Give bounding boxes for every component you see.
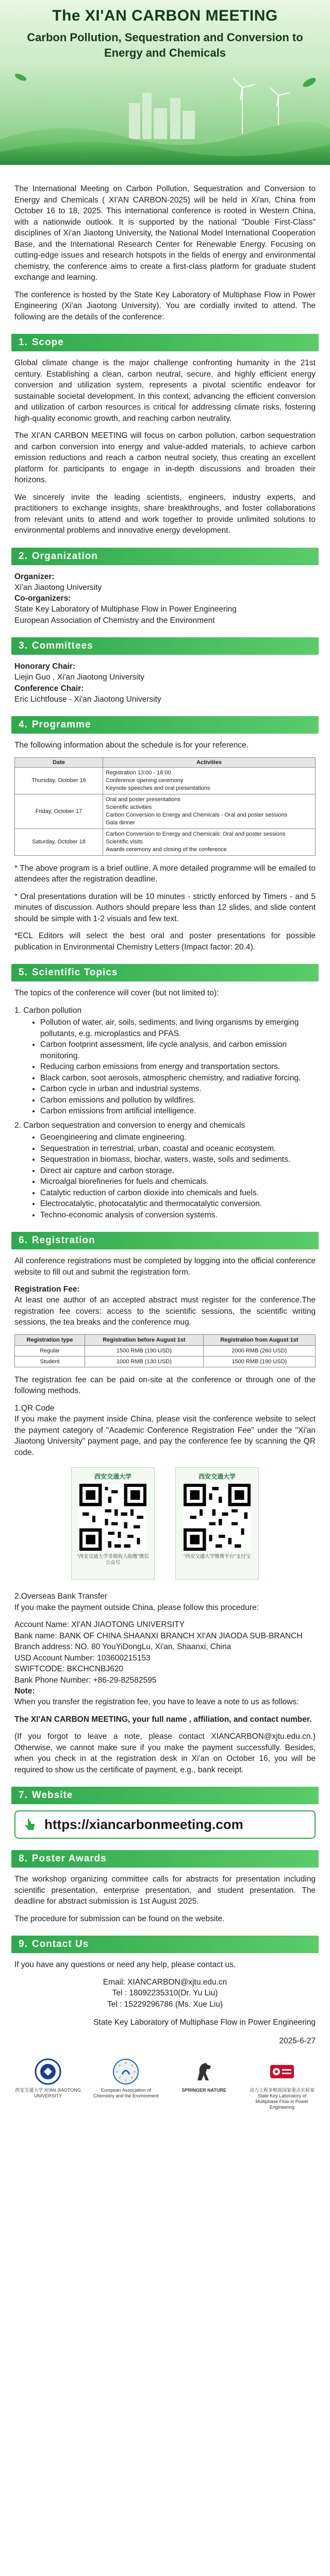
programme-note-2: * Oral presentations duration will be 10 minutes - strictly enforced by Timers - and 5 minutes of discussion. Authors should prepare less than 12 slides, and slide content should be simple with 1-2 visuals and few text.	[14, 892, 316, 923]
list-item: • Direct air capture and carbon storage.	[40, 1165, 316, 1177]
schedule-item: Carbon Conversion to Energy and Chemicals: Oral and poster sessions	[106, 831, 286, 837]
programme-note-1: * The above program is a brief outline. A more detailed programme will be emailed to attendees after the registration deadline.	[14, 863, 316, 884]
co-organizers-label: Co-organizers:	[14, 594, 71, 603]
sponsor-euchems	[92, 2058, 159, 2099]
section-number: 7.	[19, 1790, 28, 1801]
banner-subtitle: Carbon Pollution, Sequestration and Conversion to Energy and Chemicals	[27, 31, 303, 59]
banner-title: The XI'AN CARBON MEETING	[52, 7, 278, 24]
schedule-item: Awards ceremony and closing of the conference	[106, 846, 227, 853]
list-item: • Carbon emissions from artificial intelligence.	[40, 1106, 316, 1117]
website-link-box[interactable]	[14, 1810, 316, 1839]
section-title: Registration	[31, 1235, 95, 1246]
section-contact-header	[11, 1936, 319, 1953]
awards-paragraph: The workshop organizing committee calls for abstracts for presentation including scientific presentation, enterprise presentation, and student presentation. The deadline for abstract submission is 1st August 2025.	[14, 1875, 316, 1906]
schedule-activities	[103, 794, 316, 828]
list-item: • Black carbon, soot aerosols, atmospheric chemistry, and radiative forcing.	[40, 1073, 316, 1084]
qr-card-note: "西安交通大学非税收入收缴"微信公众号	[77, 1554, 149, 1566]
co-organizer-2: European Association of Chemistry and the Environment	[14, 616, 215, 625]
list-item: • Geoengineering and climate engineering.	[40, 1132, 316, 1143]
section-title: Organization	[31, 550, 98, 562]
table-row	[15, 794, 316, 828]
qr-card-title: 西安交通大学	[198, 1473, 236, 1480]
section-number: 5.	[19, 967, 28, 978]
qr-card-alipay	[175, 1467, 259, 1580]
bank-transfer-label: 2.Overseas Bank Transfer	[14, 1592, 108, 1601]
schedule-day: Friday, October 17	[15, 794, 103, 828]
registration-paragraph-8: (If you forgot to leave a note, please contact XIANCARBON@xjtu.edu.cn.) Otherwise, we cannot make sure if you make the payment successfully. Besides, when you check in at the registration desk in Xi'an on October 16, you will be required to show us the certificate of payment, e.g., bank receipt.	[14, 1732, 316, 1774]
list-item: • Carbon emissions and pollution by wildfires.	[40, 1095, 316, 1106]
section-title: Committees	[31, 640, 93, 651]
schedule-item: Scientific activities	[106, 804, 152, 810]
qr-card-note: "西安交通大学缴费平台"支付宝	[183, 1554, 251, 1560]
bank-detail-line: Branch address: NO. 80 YouYiDongLu, Xi'an, Shaanxi, China	[14, 1642, 232, 1651]
bank-detail-line: Account Name: XI'AN JIAOTONG UNIVERSITY	[14, 1620, 185, 1629]
schedule-day: Saturday, October 18	[15, 828, 103, 855]
registration-paragraph-2: At least one author of an accepted abstract must register for the conference.The registration fee covers: access to the scientific sessions, the scientific writing sessions, the tea breaks and the conference mug.	[14, 1296, 316, 1327]
topic-list	[14, 1132, 316, 1221]
list-item: • Microalgal biorefineries for fuels and chemicals.	[40, 1176, 316, 1188]
scope-paragraph-2: The XI'AN CARBON MEETING will focus on carbon pollution, carbon sequestration and carbon conversion into energy and value-added materials, to achieve carbon emission reductions and reach a carbon neutral society, thus creating an excellent platform for participants to engage in in-depth discussions and broaden their horizons.	[14, 431, 316, 484]
registration-paragraph-1: All conference registrations must be completed by logging into the official conference website to fill out and submit the registration form.	[14, 1257, 316, 1277]
sponsor-logos	[14, 2058, 316, 2110]
list-item: • Sequestration in terrestrial, urban, coastal and oceanic ecosystem.	[40, 1143, 316, 1155]
fee-table	[14, 1334, 316, 1367]
qr-card-title: 西安交通大学	[94, 1473, 131, 1480]
conference-chair-name: Eric Lichtfouse - Xi'an Jiaotong University	[14, 694, 161, 704]
section-committees-header	[11, 637, 319, 655]
bank-detail-line: SWIFTCODE: BKCHCNBJ620	[14, 1665, 124, 1673]
schedule-item: Carbon Conversion to Energy and Chemicals - Oral and poster sessions	[106, 811, 288, 818]
list-item: • Carbon footprint assessment, life cycle analysis, and carbon emission monitoring.	[40, 1039, 316, 1061]
registration-paragraph-5: If you make the payment outside China, please follow this procedure:	[14, 1603, 259, 1612]
list-item: • Techno-economic analysis of conversion systems.	[40, 1210, 316, 1221]
schedule-activities	[103, 767, 316, 794]
table-row	[15, 767, 316, 794]
schedule-item: Gala dinner	[106, 819, 135, 826]
table-header: Registration before August 1st	[85, 1334, 203, 1345]
schedule-day: Thursday, October 16	[15, 767, 103, 794]
contact-email[interactable]: Email: XIANCARBON@xjtu.edu.cn	[103, 1977, 227, 1987]
scope-paragraph-1: Global climate change is the major challenge confronting humanity in the 21st century. Establishing a clean, carbon neutral, secure, and highly efficient energy conversion and utilization system, represents a pivotal scientific endeavor for sustainable societal development. In this context, advancing the efficient conversion and utilization of carbon resources is critical for addressing climate risks, fostering high-quality economic growth, and reaching carbon neutrality.	[14, 359, 316, 423]
xjtu-logo-icon	[34, 2058, 62, 2086]
list-item: • Catalytic reduction of carbon dioxide into chemicals and fuels.	[40, 1188, 316, 1199]
website-url[interactable]: https://xiancarbonmeeting.com	[44, 1817, 243, 1832]
section-registration-header	[11, 1232, 319, 1249]
topic-group-heading: 2. Carbon sequestration and conversion to energy and chemicals	[14, 1121, 245, 1130]
honorary-chair-name: Liejin Guo , Xi'an Jiaotong University	[14, 673, 144, 682]
qr-code-icon[interactable]	[79, 1484, 146, 1551]
section-topics-header	[11, 964, 319, 981]
list-item: • Sequestration in biomass, biochar, waters, waste, soils and sediments.	[40, 1154, 316, 1165]
section-title: Scientific Topics	[31, 967, 118, 978]
honorary-chair-label: Honorary Chair:	[14, 662, 75, 671]
schedule-item: Registration 13:00 - 18:00	[106, 769, 171, 776]
section-scope-header	[11, 334, 319, 351]
table-row	[15, 1356, 316, 1367]
table-cell: Regular	[15, 1345, 85, 1356]
registration-paragraph-4: If you make the payment inside China, please visit the conference website to select the payment category of "Academic Conference Registration Fee" under the "Xi'an Jiaotong University" payment page, and pay the conference fee by scanning the QR code.	[14, 1415, 316, 1457]
section-number: 6.	[19, 1235, 28, 1246]
green-landscape-illustration	[0, 67, 330, 165]
section-title: Scope	[31, 337, 64, 348]
list-item: • Reducing carbon emissions from energy and transportation sectors.	[40, 1061, 316, 1073]
organizer-name: Xi'an Jiaotong University	[14, 583, 102, 592]
header-banner	[0, 0, 330, 165]
schedule-item: Keynote speeches and oral presentations	[106, 785, 210, 791]
co-organizer-1: State Key Laboratory of Multiphase Flow in Power Engineering	[14, 605, 237, 614]
section-number: 1.	[19, 337, 28, 348]
footer-date: 2025-6-27	[279, 2036, 316, 2045]
list-item: • Pollution of water, air, soils, sediments, and living organisms by emerging pollutants, e.g. microplastics and PFAS.	[40, 1017, 316, 1039]
table-header: Date	[15, 757, 103, 767]
registration-paragraph-7: The XI'AN CARBON MEETING, your full name , affiliation, and contact number.	[14, 1715, 312, 1724]
sponsor-caption: 动力工程多相流国家重点实验室 State Key Laboratory of Multiphase Flow in Power Engineering	[249, 2088, 315, 2110]
sponsor-caption: 西安交通大学 XI'AN JIAOTONG UNIVERSITY	[15, 2088, 81, 2098]
schedule-item: Oral and poster presentations	[106, 796, 180, 803]
awards-paragraph-2: The procedure for submission can be found on the website.	[14, 1914, 225, 1923]
intro-paragraph-2: The conference is hosted by the State Key Laboratory of Multiphase Flow in Power Engineering (Xi'an Jiaotong University). You are cordially invited to attend. The following are the details of the conference:	[14, 290, 316, 321]
contact-phone: Tel : 18092235310(Dr. Yu Liu)	[112, 1989, 218, 1997]
section-website-header	[11, 1787, 319, 1804]
programme-intro: The following information about the schedule is for your reference.	[14, 741, 249, 750]
programme-note-3: *ECL Editors will select the best oral and poster presentations for possible publication in Environmental Chemistry Letters (Impact factor: 20.4).	[14, 931, 316, 952]
qr-code-row	[14, 1467, 316, 1580]
organizer-label: Organizer:	[14, 572, 55, 581]
section-organization-header	[11, 548, 319, 565]
schedule-item: Scientific visits	[106, 838, 143, 845]
contact-lines	[14, 1977, 316, 2010]
sponsor-caption: European Association of Chemistry and the Environment	[93, 2088, 159, 2098]
bank-detail-line: Bank Phone Number: +86-29-82582595	[14, 1675, 157, 1685]
table-cell: 1500 RMB (190 USD)	[203, 1356, 315, 1367]
list-item: • Electrocatalytic, photocatalytic and thermocatalytic conversion.	[40, 1198, 316, 1210]
footer-organization: State Key Laboratory of Multiphase Flow in Power Engineering	[93, 2018, 316, 2027]
springer-horse-logo-icon	[190, 2058, 218, 2086]
list-item: • Carbon cycle in urban and industrial systems.	[40, 1083, 316, 1095]
section-title: Contact Us	[31, 1939, 89, 1950]
contact-intro: If you have any questions or need any help, please contact us.	[14, 1960, 236, 1969]
table-header: Activities	[103, 757, 316, 767]
table-row	[15, 1345, 316, 1356]
bank-detail-line: USD Account Number: 103600215153	[14, 1653, 151, 1663]
section-awards-header	[11, 1850, 319, 1868]
section-title: Poster Awards	[31, 1853, 107, 1864]
section-title: Programme	[31, 719, 91, 730]
schedule-table	[14, 757, 316, 856]
schedule-item: Conference opening ceremony	[106, 777, 184, 784]
registration-paragraph-3: The registration fee can be paid on-site at the conference or through one of the following methods.	[14, 1375, 316, 1395]
mpfl-logo-icon	[268, 2058, 296, 2086]
table-cell: 2000 RMB (260 USD)	[203, 1345, 315, 1356]
section-programme-header	[11, 716, 319, 734]
table-cell: 1000 RMB (130 USD)	[85, 1356, 203, 1367]
sponsor-caption: SPRINGER NATURE	[182, 2088, 226, 2093]
note-label: Note:	[14, 1687, 35, 1696]
bank-detail-line: Bank name: BANK OF CHINA SHAANXI BRANCH XI'AN JIAODA SUB-BRANCH	[14, 1631, 303, 1640]
section-number: 2.	[19, 550, 28, 562]
contact-phone: Tel : 15229296786 (Ms. Xue Liu)	[107, 1999, 223, 2009]
scope-paragraph-3: We sincerely invite the leading scientists, engineers, industry experts, and practitioners to exchange insights, share breakthroughs, and foster collaborations from relevant units to attend and work together to provide unlimited solutions to environmental problems and innovative energy development.	[14, 493, 316, 535]
pointer-hand-icon	[23, 1818, 37, 1832]
sponsor-springer	[171, 2058, 238, 2093]
schedule-activities	[103, 828, 316, 855]
section-number: 4.	[19, 719, 28, 730]
table-cell: Student	[15, 1356, 85, 1367]
table-cell: 1500 RMB (190 USD)	[85, 1345, 203, 1356]
topics-intro: The topics of the conference will cover (but not limited to):	[14, 989, 219, 997]
topic-group-heading: 1. Carbon pollution	[14, 1006, 82, 1015]
qr-code-label: 1.QR Code	[14, 1403, 55, 1413]
section-number: 9.	[19, 1939, 28, 1950]
section-title: Website	[31, 1790, 73, 1801]
conference-chair-label: Conference Chair:	[14, 684, 84, 693]
registration-paragraph-6: When you transfer the registration fee, you have to leave a note to us as follows:	[14, 1698, 299, 1706]
sponsor-mpfl	[249, 2058, 316, 2110]
section-number: 3.	[19, 640, 28, 651]
section-number: 8.	[19, 1853, 28, 1864]
table-header: Registration from August 1st	[203, 1334, 315, 1345]
topic-list	[14, 1017, 316, 1117]
registration-fee-label: Registration Fee:	[14, 1285, 80, 1294]
euchems-logo-icon	[112, 2058, 140, 2086]
qr-code-icon[interactable]	[184, 1484, 251, 1551]
qr-card-wechat	[71, 1467, 155, 1580]
table-row	[15, 828, 316, 855]
table-header: Registration type	[15, 1334, 85, 1345]
sponsor-xjtu	[14, 2058, 81, 2099]
intro-paragraph-1: The International Meeting on Carbon Pollution, Sequestration and Conversion to Energy and Chemicals ( XI'AN CARBON-2025) will be held in Xi'an, China from October 16 to 18, 2025. This international conference is rooted in Western China, with a nationwide outlook. It is supported by the national "Double First-Class" disciplines of Xi'an Jiaotong University, the National Model International Cooperation Base, and the International Research Center for Renewable Energy. Focusing on cutting-edge issues and research hotspots in the fields of energy and environmental chemistry, the conference aims to create a first-class platform for graduate student exchange and learning.	[14, 184, 316, 282]
